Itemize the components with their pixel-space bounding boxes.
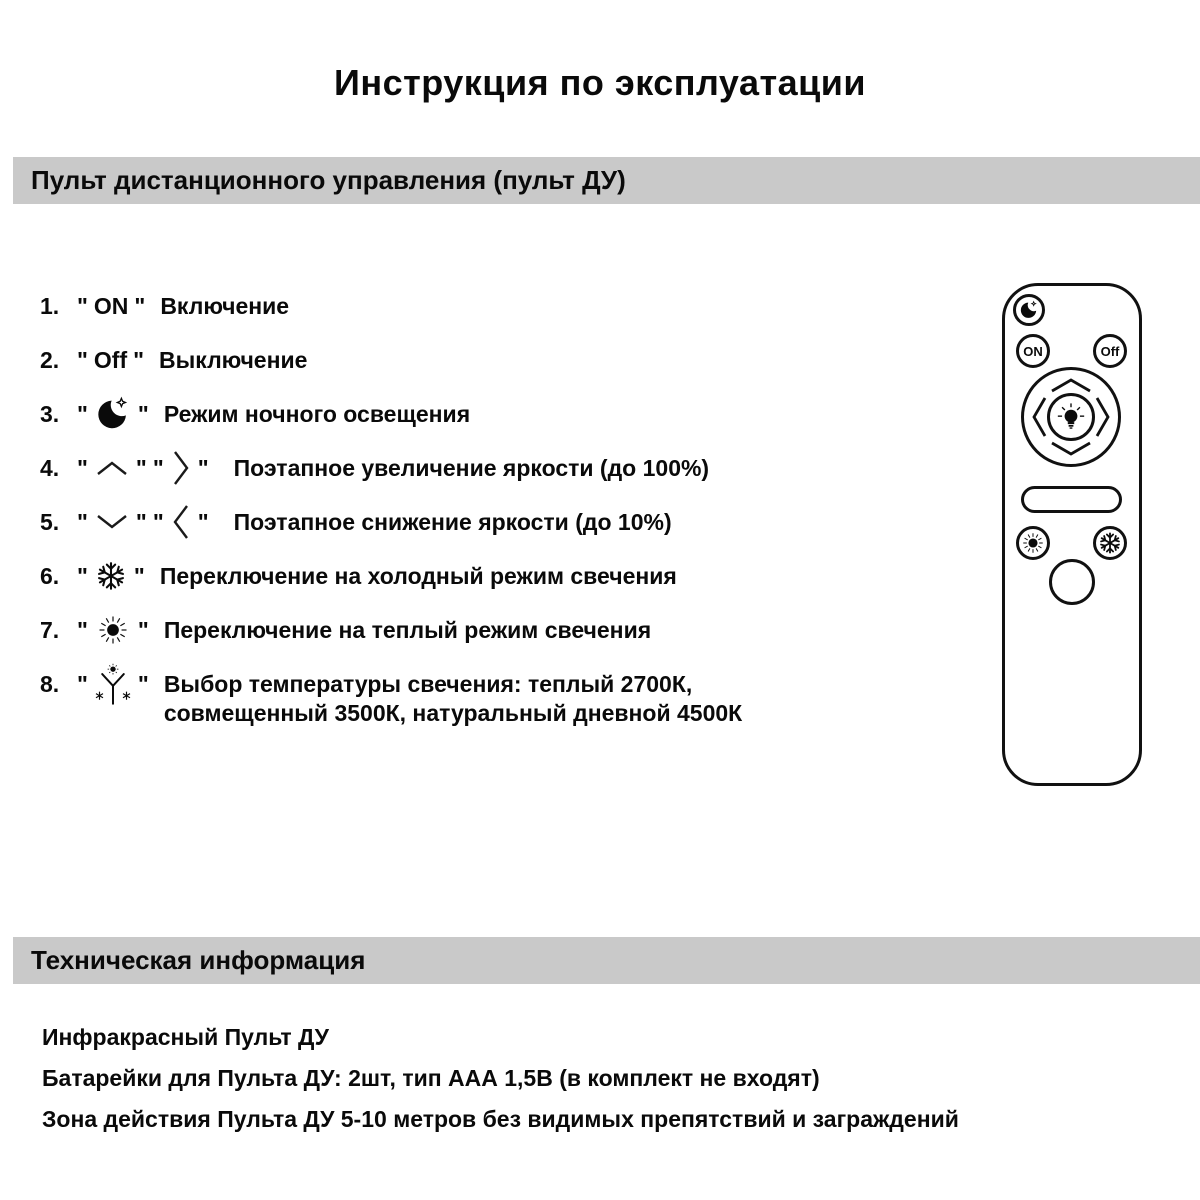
quote-mark: ": [197, 508, 209, 535]
warm-mode-button: [1016, 526, 1050, 560]
quote-mark: ": [135, 454, 147, 481]
list-item-night-mode: [40, 387, 940, 441]
bulb-icon: [1054, 400, 1088, 434]
snowflake-icon: [1098, 531, 1122, 555]
quote-mark: ": [137, 670, 149, 697]
item-description: Поэтапное увеличение яркости (до 100%): [233, 454, 710, 481]
quote-mark: ": [77, 670, 88, 697]
brightness-dpad: [1021, 367, 1121, 467]
list-item-brightness-up: [40, 441, 940, 495]
list-item-brightness-down: [40, 495, 940, 549]
item-number: 7.: [40, 616, 60, 643]
item-description: Режим ночного освещения: [163, 400, 471, 427]
quote-mark: ": [152, 508, 164, 535]
section-header-remote: [13, 157, 1200, 204]
quote-mark: ": [137, 400, 149, 427]
temperature-select-icon: [95, 662, 131, 706]
quote-mark: ": [77, 454, 88, 481]
on-button-label: ON: [1023, 343, 1043, 359]
page-title: Инструкция по эксплуатации: [333, 62, 867, 103]
off-label: Off: [93, 346, 128, 373]
quote-mark: ": [77, 508, 88, 535]
list-item-on: [40, 279, 940, 333]
quote-mark: ": [77, 562, 88, 589]
list-item-cold-mode: [40, 549, 940, 603]
dpad-down-chevron-icon: [1049, 441, 1093, 457]
section-header-tech-label: Техническая информация: [31, 945, 366, 975]
item-number: 1.: [40, 292, 60, 319]
item-description: Переключение на холодный режим свечения: [159, 562, 677, 589]
chevron-up-icon: [95, 459, 129, 477]
tech-info-block: [42, 1025, 1182, 1148]
quote-mark: ": [134, 292, 146, 319]
quote-mark: ": [133, 346, 145, 373]
item-description-line1: Выбор температуры свечения: теплый 2700К,: [163, 671, 693, 697]
item-description: Включение: [160, 292, 290, 319]
crescent-moon-icon: [1019, 300, 1039, 320]
tech-line-remote-type: Инфракрасный Пульт ДУ: [42, 1024, 329, 1050]
tech-line-batteries: Батарейки для Пульта ДУ: 2шт, тип ААА 1,5В (в комплект не входят): [42, 1065, 820, 1091]
tech-line-range: Зона действия Пульта ДУ 5-10 метров без видимых препятствий и заграждений: [42, 1106, 959, 1132]
quote-mark: ": [77, 292, 88, 319]
quote-mark: ": [152, 454, 164, 481]
night-mode-button: [1013, 294, 1045, 326]
item-description-line2: совмещенный 3500К, натуральный дневной 4500К: [163, 700, 743, 726]
quote-mark: ": [197, 454, 209, 481]
list-item-temperature-select: [40, 657, 940, 728]
quote-mark: ": [135, 508, 147, 535]
list-item-warm-mode: [40, 603, 940, 657]
section-header-tech: [13, 937, 1200, 984]
item-number: 5.: [40, 508, 60, 535]
item-number: 3.: [40, 400, 60, 427]
chevron-down-icon: [95, 513, 129, 531]
quote-mark: ": [77, 400, 88, 427]
quote-mark: ": [137, 616, 149, 643]
chevron-left-icon: [171, 503, 191, 541]
cold-mode-button: [1093, 526, 1127, 560]
off-button: [1093, 334, 1127, 368]
item-number: 4.: [40, 454, 60, 481]
light-center-button: [1047, 393, 1095, 441]
item-description: Поэтапное снижение яркости (до 10%): [233, 508, 672, 535]
remote-control-drawing: [1002, 283, 1142, 786]
off-button-label: Off: [1100, 343, 1120, 359]
quote-mark: ": [77, 346, 88, 373]
item-number: 8.: [40, 670, 60, 697]
dpad-left-chevron-icon: [1031, 395, 1047, 439]
item-description: Переключение на теплый режим свечения: [163, 616, 652, 643]
on-button: [1016, 334, 1050, 368]
dpad-up-chevron-icon: [1049, 377, 1093, 393]
instruction-list: [40, 279, 940, 728]
temperature-select-button: [1049, 559, 1095, 605]
quote-mark: ": [133, 562, 145, 589]
on-label: ON: [93, 292, 129, 319]
item-number: 2.: [40, 346, 60, 373]
crescent-moon-icon: [95, 396, 131, 432]
item-description: Выключение: [159, 346, 308, 373]
item-number: 6.: [40, 562, 60, 589]
dpad-right-chevron-icon: [1095, 395, 1111, 439]
pill-slot: [1021, 486, 1122, 513]
list-item-off: [40, 333, 940, 387]
quote-mark: ": [77, 616, 88, 643]
snowflake-icon: [95, 560, 127, 592]
chevron-right-icon: [171, 449, 191, 487]
section-header-remote-label: Пульт дистанционного управления (пульт ДУ): [31, 165, 626, 195]
sun-icon: [95, 612, 131, 648]
sun-icon: [1020, 530, 1046, 556]
